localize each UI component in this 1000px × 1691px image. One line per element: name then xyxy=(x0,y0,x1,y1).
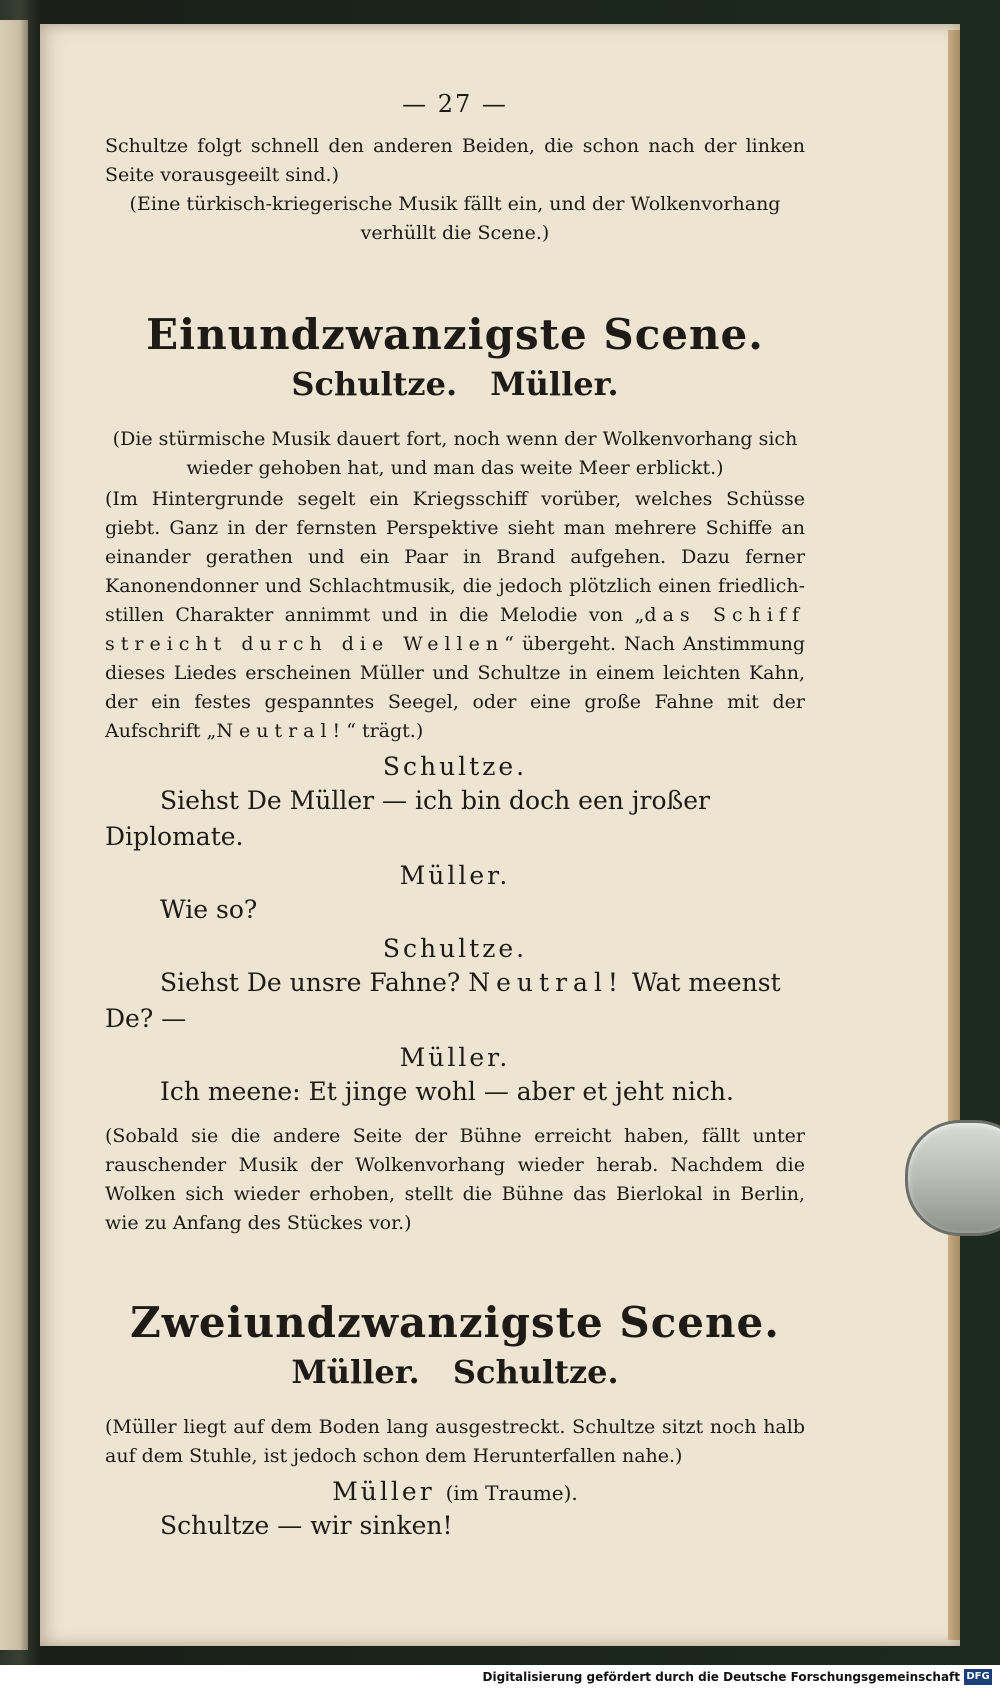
direction-text: “ übergeht. Nach Anstimmung dieses Liedes erscheinen Müller und Schultze in einem leichten Kahn, der ein festes gespanntes Seegel, oder eine große Fahne mit der Aufschrift „ xyxy=(105,633,806,742)
scene-title: Zweiundzwanzigste Scene. xyxy=(130,1298,780,1347)
speaker-line xyxy=(105,1477,805,1506)
song-title: das Schiff streicht durch die Wellen xyxy=(105,604,805,655)
funding-credit: Digitalisierung gefördert durch die Deutsche Forschungsgemeinschaft xyxy=(482,1670,960,1684)
scene-characters: Müller. Schultze. xyxy=(291,1353,619,1391)
flag-inscription: Neutral! xyxy=(468,968,624,997)
dfg-logo: DFG xyxy=(964,1669,992,1685)
stage-direction: (Müller liegt auf dem Boden lang ausgestreckt. Schultze sitzt noch halb auf dem Stuhle, ist jedoch schon dem Herunterfallen nahe.) xyxy=(105,1416,805,1467)
direction-text: “ trägt.) xyxy=(346,720,424,742)
page-number: — 27 — xyxy=(402,90,508,118)
dialogue-text: Siehst De unsre Fahne? xyxy=(160,968,461,997)
dialogue-text: Wat meenst De? — xyxy=(105,968,781,1033)
left-page-edge xyxy=(0,20,28,1650)
dialogue-line: Schultze — wir sinken! xyxy=(160,1511,453,1540)
speaker-name: Müller xyxy=(332,1477,435,1506)
footer-bar xyxy=(0,1665,1000,1691)
speaker-name: Schultze. xyxy=(382,934,528,963)
scene-title: Einundzwanzigste Scene. xyxy=(146,310,764,359)
page-content xyxy=(105,90,805,1544)
speaker-name: Müller. xyxy=(399,1043,511,1072)
scene-characters: Schultze. Müller. xyxy=(291,365,619,403)
speaker-name: Müller. xyxy=(399,861,511,890)
stage-direction: (Die stürmische Musik dauert fort, noch wenn der Wolkenvorhang sich wieder gehoben hat, und man das weite Meer erblickt.) xyxy=(112,428,798,479)
dialogue-line xyxy=(105,965,805,1037)
dialogue-line: Wie so? xyxy=(160,895,258,924)
speaker-name: Schultze. xyxy=(382,752,528,781)
stage-direction: (Eine türkisch-kriegerische Musik fällt ein, und der Wolkenvorhang verhüllt die Scene.) xyxy=(129,193,781,244)
stage-direction: Schultze folgt schnell den anderen Beiden, die schon nach der linken Seite vorausgeeilt sind.) xyxy=(105,135,805,186)
dialogue-line: Siehst De Müller — ich bin doch een jroßer Diplomate. xyxy=(105,786,710,851)
dialogue-line: Ich meene: Et jinge wohl — aber et jeht nich. xyxy=(160,1077,734,1106)
metal-page-clip xyxy=(905,1120,1000,1236)
flag-inscription: Neutral! xyxy=(216,720,347,742)
direction-text: (Im Hintergrunde segelt ein Kriegsschiff vorüber, welches Schüsse giebt. Ganz in der fernsten Perspektive sieht man mehrere Schiffe an einander gerathen und ein Paar in Brand aufgehen. Dazu ferner Kanonendonner und Schlachtmusik, die jedoch plötzlich einen friedlich-stillen Charakter annimmt und in die Melodie von „ xyxy=(105,488,805,626)
stage-direction xyxy=(105,485,805,746)
speaker-note: (im Traume). xyxy=(445,1481,578,1505)
page-fore-edge xyxy=(948,30,960,1640)
stage-direction: (Sobald sie die andere Seite der Bühne erreicht haben, fällt unter rauschender Musik der Wolkenvorhang wieder herab. Nachdem die Wolken sich wieder erhoben, stellt die Bühne das Bierlokal in Berlin, wie zu Anfang des Stückes vor.) xyxy=(105,1125,805,1234)
